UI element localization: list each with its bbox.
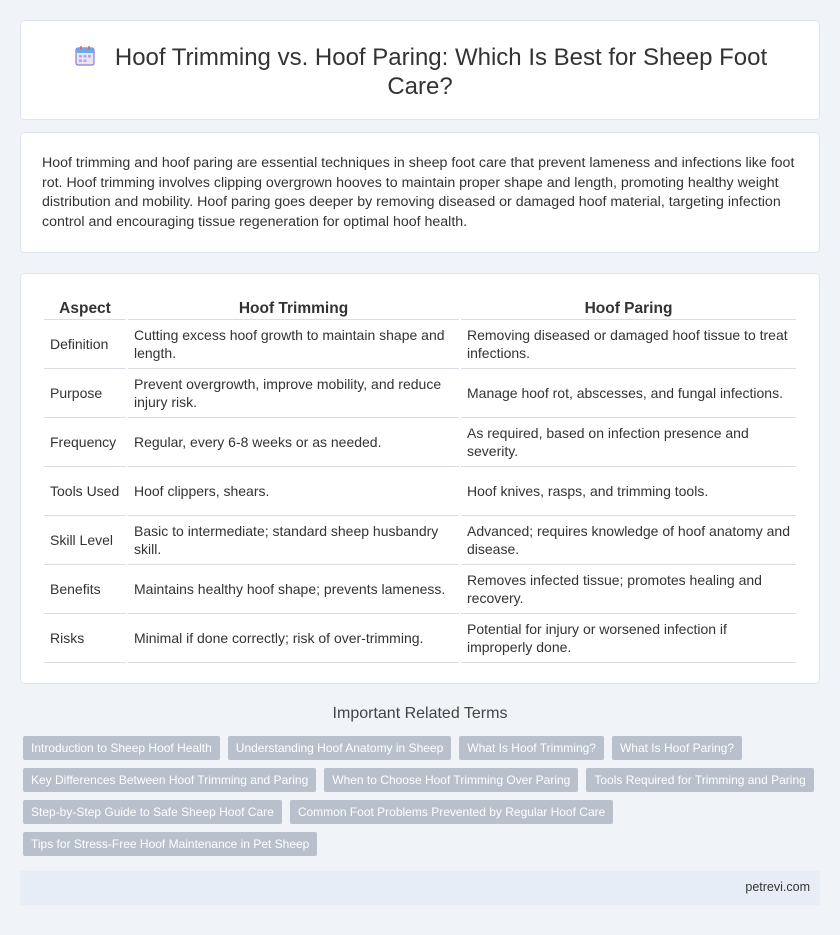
trimming-cell: Minimal if done correctly; risk of over-trimming. <box>128 614 459 663</box>
title-row <box>61 43 779 101</box>
paring-cell: Hoof knives, rasps, and trimming tools. <box>461 467 796 516</box>
table-row <box>44 565 796 614</box>
related-term-link[interactable]: Tools Required for Trimming and Paring <box>586 768 813 792</box>
table-header-row <box>44 296 796 320</box>
header-hoof-paring: Hoof Paring <box>461 296 796 320</box>
table-row <box>44 418 796 467</box>
paring-cell: Manage hoof rot, abscesses, and fungal infections. <box>461 369 796 418</box>
intro-paragraph: Hoof trimming and hoof paring are essential techniques in sheep foot care that prevent lameness and infections like foot rot. Hoof trimming involves clipping overgrown hooves to maintain proper shape and length, promoting healthy weight distribution and mobility. Hoof paring goes deeper by removing diseased or damaged hoof material, targeting infection control and encouraging tissue regeneration for optimal hoof health. <box>42 155 795 230</box>
aspect-cell: Skill Level <box>44 516 126 565</box>
trimming-cell: Regular, every 6-8 weeks or as needed. <box>128 418 459 467</box>
footer-site-link[interactable]: petrevi.com <box>745 880 810 894</box>
related-term-link[interactable]: What Is Hoof Paring? <box>612 736 742 760</box>
title-card <box>20 20 820 120</box>
aspect-cell: Definition <box>44 320 126 369</box>
related-term-link[interactable]: What Is Hoof Trimming? <box>459 736 604 760</box>
tag-row <box>23 832 813 856</box>
aspect-cell: Benefits <box>44 565 126 614</box>
related-term-link[interactable]: Tips for Stress-Free Hoof Maintenance in Pet Sheep <box>23 832 317 856</box>
paring-cell: Removing diseased or damaged hoof tissue to treat infections. <box>461 320 796 369</box>
trimming-cell: Hoof clippers, shears. <box>128 467 459 516</box>
tag-row <box>23 768 813 792</box>
header-aspect: Aspect <box>44 296 126 320</box>
related-term-link[interactable]: Key Differences Between Hoof Trimming and Paring <box>23 768 316 792</box>
related-term-link[interactable]: Step-by-Step Guide to Safe Sheep Hoof Care <box>23 800 282 824</box>
table-row <box>44 467 796 516</box>
table-row <box>44 516 796 565</box>
related-term-link[interactable]: Common Foot Problems Prevented by Regular Hoof Care <box>290 800 613 824</box>
tag-row <box>23 800 813 824</box>
paring-cell: Advanced; requires knowledge of hoof anatomy and disease. <box>461 516 796 565</box>
table-row <box>44 369 796 418</box>
trimming-cell: Maintains healthy hoof shape; prevents lameness. <box>128 565 459 614</box>
related-term-link[interactable]: When to Choose Hoof Trimming Over Paring <box>324 768 578 792</box>
tag-row <box>23 736 813 760</box>
table-row <box>44 320 796 369</box>
trimming-cell: Cutting excess hoof growth to maintain shape and length. <box>128 320 459 369</box>
aspect-cell: Risks <box>44 614 126 663</box>
related-term-link[interactable]: Introduction to Sheep Hoof Health <box>23 736 220 760</box>
trimming-cell: Basic to intermediate; standard sheep husbandry skill. <box>128 516 459 565</box>
calendar-icon <box>73 44 97 68</box>
aspect-cell: Tools Used <box>44 467 126 516</box>
paring-cell: Potential for injury or worsened infection if improperly done. <box>461 614 796 663</box>
related-term-link[interactable]: Understanding Hoof Anatomy in Sheep <box>228 736 451 760</box>
aspect-cell: Frequency <box>44 418 126 467</box>
paring-cell: As required, based on infection presence and severity. <box>461 418 796 467</box>
intro-card <box>20 132 820 253</box>
paring-cell: Removes infected tissue; promotes healing and recovery. <box>461 565 796 614</box>
page-title: Hoof Trimming vs. Hoof Paring: Which Is Best for Sheep Foot Care? <box>114 44 768 100</box>
header-hoof-trimming: Hoof Trimming <box>128 296 459 320</box>
related-terms-list <box>23 736 813 864</box>
table-row <box>44 614 796 663</box>
aspect-cell: Purpose <box>44 369 126 418</box>
comparison-table <box>42 296 798 663</box>
related-terms-heading: Important Related Terms <box>332 705 508 722</box>
comparison-table-card <box>20 273 820 684</box>
trimming-cell: Prevent overgrowth, improve mobility, and reduce injury risk. <box>128 369 459 418</box>
footer <box>20 871 820 905</box>
